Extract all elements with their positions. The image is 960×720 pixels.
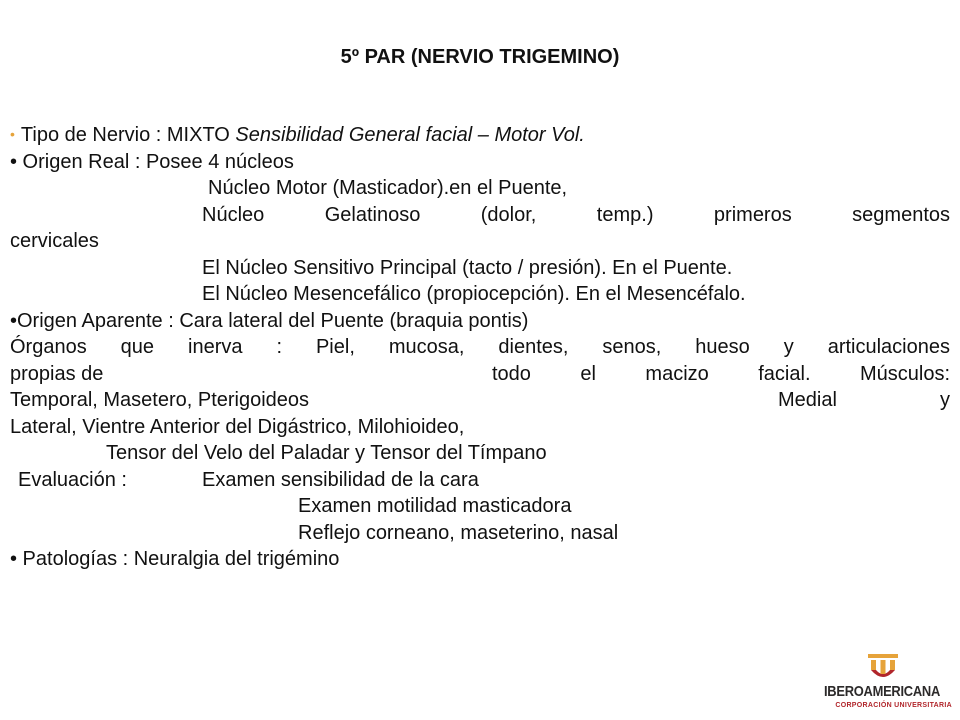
bullet-icon: • <box>10 126 15 142</box>
logo-subtitle: CORPORACIÓN UNIVERSITARIA <box>835 702 952 709</box>
organos-line-4: Lateral, Vientre Anterior del Digástrico, Milohioideo, <box>10 415 465 438</box>
origen-aparente-line: •Origen Aparente : Cara lateral del Puente (braquia pontis) <box>10 309 529 332</box>
tipo-description: Sensibilidad General facial – Motor Vol. <box>235 124 585 146</box>
organos-line-3-left: Temporal, Masetero, Pterigoideos <box>10 389 310 411</box>
organos-line-2 <box>10 361 950 388</box>
organos-line-3-right: Medial y <box>778 389 950 411</box>
evaluacion-item: Examen motilidad masticadora <box>298 495 572 517</box>
organos-line-3 <box>10 387 950 414</box>
logo-mark-icon <box>868 654 898 682</box>
origen-real-line: • Origen Real : Posee 4 núcleos <box>10 150 294 173</box>
tipo-nervio-line <box>10 122 950 149</box>
organos-line-2-right: todo el macizo facial. Músculos: <box>492 362 950 385</box>
evaluacion-line <box>10 467 950 494</box>
nucleo-gelatinoso-cont: cervicales <box>10 230 99 252</box>
nucleo-sensitivo-line: El Núcleo Sensitivo Principal (tacto / presión). En el Puente. <box>202 256 733 279</box>
iberoamericana-logo <box>812 654 952 718</box>
evaluacion-label: Evaluación : <box>18 468 127 491</box>
evaluacion-item: Examen sensibilidad de la cara <box>202 468 479 491</box>
patologias-line: • Patologías : Neuralgia del trigémino <box>10 548 340 570</box>
organos-line-5: Tensor del Velo del Paladar y Tensor del Tímpano <box>106 442 547 464</box>
slide-body <box>10 122 950 573</box>
logo-name: IBEROAMERICANA <box>823 683 941 700</box>
page-title: 5º PAR (NERVIO TRIGEMINO) <box>340 46 620 68</box>
nucleo-gelatinoso-line: Núcleo Gelatinoso (dolor, temp.) primeros segmentos <box>202 203 950 226</box>
nucleo-motor-line: Núcleo Motor (Masticador).en el Puente, <box>208 177 568 199</box>
tipo-label: Tipo de Nervio : MIXTO <box>20 124 236 146</box>
organos-line-1: Órganos que inerva : Piel, mucosa, dientes, senos, hueso y articulaciones <box>10 336 950 358</box>
evaluacion-item: Reflejo corneano, maseterino, nasal <box>298 521 619 544</box>
organos-line-2-left: propias de <box>10 362 104 385</box>
nucleo-mesencefalico-line: El Núcleo Mesencefálico (propiocepción). En el Mesencéfalo. <box>202 283 746 305</box>
